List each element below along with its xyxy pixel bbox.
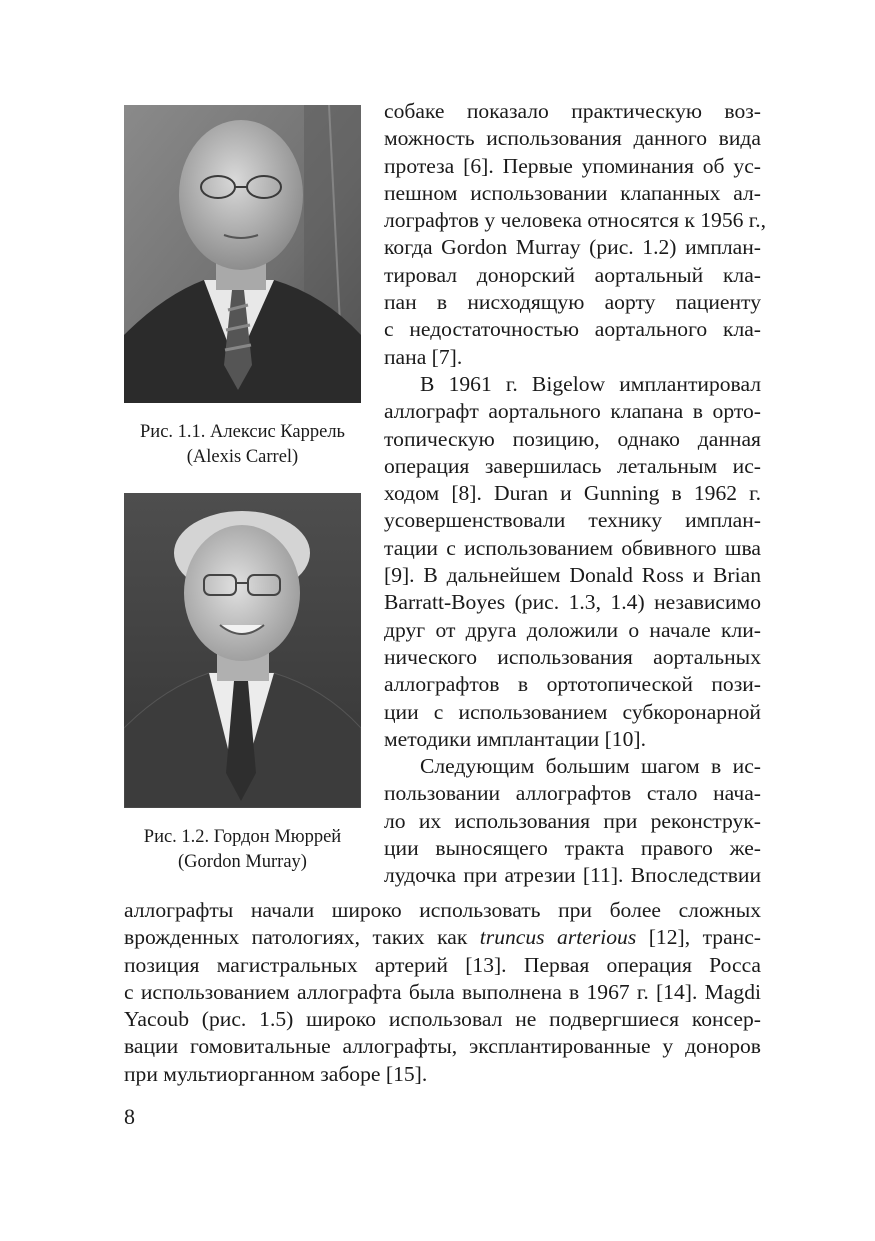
body-text-full-width: [124, 897, 761, 1088]
text-line: при мультиорганном заборе [15].: [124, 1061, 428, 1086]
figure-caption: [124, 825, 361, 875]
text-fragment: врожденных патологиях, таких как: [124, 925, 480, 950]
text-line: нического использования аортальных: [384, 644, 761, 669]
text-line: методики имплантации [10].: [384, 726, 646, 751]
caption-title: Рис. 1.1. Алексис Каррель: [140, 422, 345, 442]
text-line: тации с использованием обвивного шва: [384, 535, 761, 560]
text-line: Yacoub (рис. 1.5) широко использовал не подвергшиеся консер-: [124, 1007, 761, 1032]
caption-subtitle: (Alexis Carrel): [186, 447, 299, 467]
text-line: операция завершилась летальным ис-: [384, 453, 761, 478]
text-line: В 1961 г. Bigelow имплантировал: [420, 371, 761, 396]
text-line: вации гомовитальные аллографты, эксплантированные у доноров: [124, 1034, 761, 1059]
portrait-photo-carrel: [124, 105, 361, 403]
caption-title: Рис. 1.2. Гордон Мюррей: [143, 827, 342, 847]
text-line: Barratt-Boyes (рис. 1.3, 1.4) независимо: [384, 590, 761, 615]
text-line: топическую позицию, однако данная: [384, 426, 761, 451]
text-line: пользовании аллографтов стало нача-: [384, 781, 761, 806]
latin-term: truncus arterious: [479, 925, 637, 950]
text-line: ции выносящего тракта правого же-: [384, 836, 761, 861]
text-line: протеза [6]. Первые упоминания об ус-: [384, 153, 761, 178]
text-line: ло их использования при реконструк-: [384, 808, 761, 833]
text-line: с использованием аллографта была выполнена в 1967 г. [14]. Magdi: [124, 979, 761, 1004]
text-line: аллографты начали широко использовать при более сложных: [124, 898, 761, 922]
text-fragment: [12], транс-: [636, 925, 761, 950]
text-line: Следующим большим шагом в ис-: [420, 754, 761, 779]
text-line: тировал донорский аортальный кла-: [384, 262, 761, 287]
page-number: 8: [124, 1104, 135, 1129]
portrait-photo-murray: [124, 493, 361, 808]
text-line: с недостаточностью аортального кла-: [384, 317, 761, 342]
text-line: усовершенствовали технику имплан-: [384, 508, 761, 533]
text-line: можность использования данного вида: [384, 126, 761, 151]
text-line: лудочка при атрезии [11]. Впоследствии: [384, 863, 761, 888]
text-line: собаке показало практическую воз-: [384, 99, 761, 123]
text-line: пана [7].: [384, 344, 463, 369]
figure-1-1: [124, 105, 361, 470]
figure-caption: [124, 420, 361, 470]
text-line: друг от друга доложили о начале кли-: [384, 617, 761, 642]
caption-subtitle: (Gordon Murray): [178, 852, 307, 872]
figure-1-2: [124, 493, 361, 875]
text-line: [9]. В дальнейшем Donald Ross и Brian: [384, 563, 761, 588]
text-line: позиция магистральных артерий [13]. Первая операция Росса: [124, 952, 761, 977]
body-text-column: [384, 98, 767, 890]
text-line: аллографтов в ортотопической пози-: [384, 672, 761, 697]
text-line: аллографт аортального клапана в орто-: [384, 399, 761, 424]
text-line: ходом [8]. Duran и Gunning в 1962 г.: [384, 481, 761, 506]
text-line: пан в нисходящую аорту пациенту: [384, 290, 761, 315]
text-line: когда Gordon Murray (рис. 1.2) имплан-: [384, 235, 761, 260]
text-line: пешном использовании клапанных ал-: [384, 180, 761, 205]
text-line: [124, 924, 761, 951]
text-line: ции с использованием субкоронарной: [384, 699, 761, 724]
text-line: лографтов у человека относятся к 1956 г.,: [384, 208, 767, 233]
